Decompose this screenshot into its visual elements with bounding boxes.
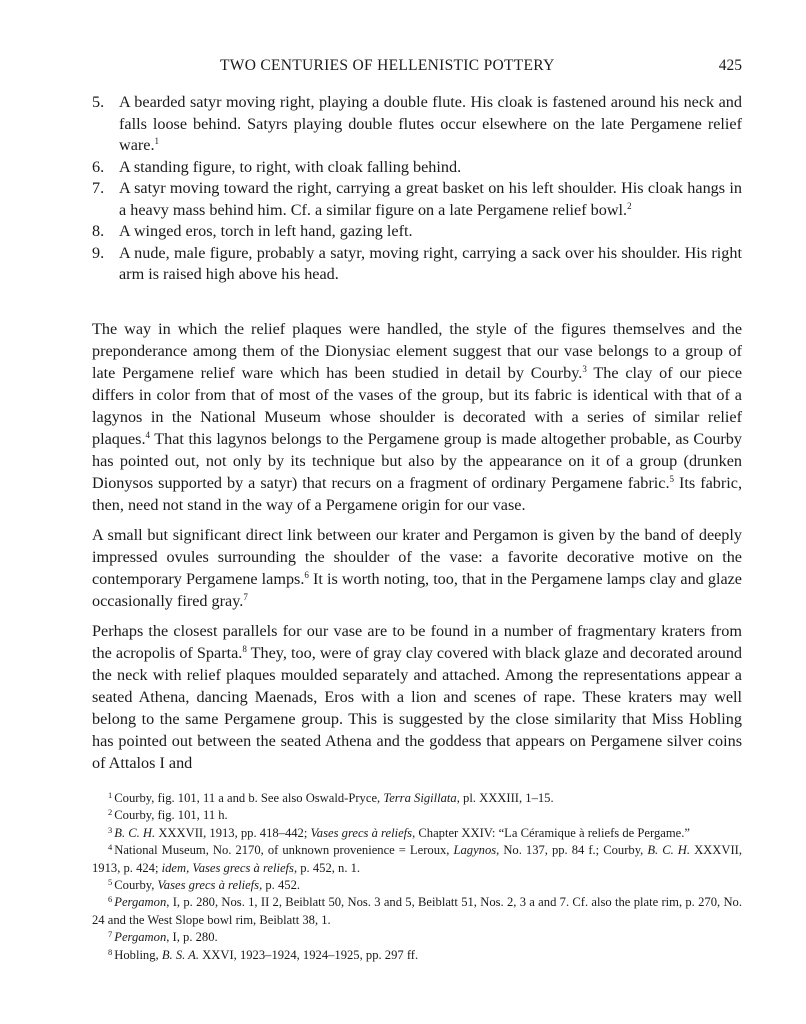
paragraph	[92, 524, 742, 612]
footnote-text: , p. 452.	[259, 878, 301, 893]
paragraph	[92, 318, 742, 516]
list-number: 7.	[92, 179, 105, 197]
footnote-ref: 7	[243, 592, 248, 602]
list-number: 5.	[92, 93, 105, 111]
footnote-text: , I, p. 280.	[166, 930, 218, 945]
footnote-title: Lagynos	[453, 843, 497, 858]
list-text: A bearded satyr moving right, playing a double flute. His cloak is fastened around his neck and falls loose behind. Satyrs playing double flutes occur elsewhere on the late Pergamene relief ware.	[119, 93, 742, 154]
footnote-mark: 2	[108, 807, 113, 818]
footnote-mark: 5	[108, 877, 113, 888]
footnote-text: Hobling,	[114, 947, 162, 962]
footnote-title: B. C. H.	[114, 825, 156, 840]
footnote-text: Courby, fig. 101, 11 a and b. See also Oswald-Pryce,	[114, 791, 384, 805]
footnote-text: , Chapter XXIV: “La Céramique à reliefs de Pergame.”	[412, 825, 690, 840]
numbered-list	[92, 92, 742, 286]
page-number: 425	[718, 57, 742, 74]
footnote-text: XXXVII, 1913, pp. 418–442;	[155, 825, 311, 840]
footnote-title: Pergamon	[114, 930, 167, 945]
footnote	[92, 842, 742, 877]
footnote-mark: 8	[108, 946, 113, 957]
paragraph-text: That this lagynos belongs to the Pergamene group is made altogether probable, as Courby has pointed out, not only by its technique but also by the appearance on it of a group (drunken Dionysos supported by a satyr) that recurs on a fragment of ordinary Pergamene fabric.	[92, 430, 742, 492]
paragraph-text: The way in which the relief plaques were handled, the style of the figures themselves and the preponderance among them of the Dionysiac element suggest that our vase belongs to a group of late Pergamene relief ware which has been studied in detail by Courby.	[92, 320, 742, 382]
footnote-text: , No. 137, pp. 84 f.; Courby,	[496, 843, 648, 858]
footnote-ref: 3	[582, 364, 587, 374]
footnote-title: B. C. H.	[647, 843, 691, 858]
list-number: 8.	[92, 222, 105, 240]
paragraph-text: Its fabric, then, need not stand in the way of a Pergamene origin for our vase.	[92, 474, 742, 514]
footnote-title: B. S. A.	[161, 947, 200, 962]
footnote-text: , I, p. 280, Nos. 1, II 2, Beiblatt 50, Nos. 3 and 5, Beiblatt 51, Nos. 2, 3 a and 7. Cf. also the plate rim, p. 270, No. 24 and the West Slope bowl rim, Beiblatt 38, 1.	[92, 895, 742, 927]
list-text: A satyr moving toward the right, carrying a great basket on his left shoulder. His cloak hangs in a heavy mass behind him. Cf. a similar figure on a late Pergamene relief bowl.	[119, 179, 742, 219]
footnote-text: XXVI, 1923–1924, 1924–1925, pp. 297 ff.	[199, 947, 419, 962]
list-item	[92, 243, 742, 286]
footnotes	[92, 790, 742, 964]
list-item	[92, 221, 742, 243]
footnote-ref: 4	[145, 430, 150, 440]
list-text: A nude, male figure, probably a satyr, moving right, carrying a sack over his shoulder. His right arm is raised high above his head.	[119, 243, 742, 283]
footnote	[92, 825, 742, 842]
footnote-mark: 6	[108, 894, 113, 905]
running-title: TWO CENTURIES OF HELLENISTIC POTTERY	[220, 57, 555, 74]
paragraph	[92, 620, 742, 774]
list-number: 9.	[92, 243, 105, 262]
footnote-mark: 1	[108, 790, 113, 800]
footnote-ref: 5	[669, 474, 675, 484]
list-item	[92, 178, 742, 221]
footnote	[92, 807, 742, 824]
footnote	[92, 929, 742, 946]
paragraph-text: A small but significant direct link between our krater and Pergamon is given by the band of deeply impressed ovules surrounding the shoulder of the vase: a favorite decorative motive on the contemporary Pergamene lamps.	[92, 526, 742, 588]
footnote	[92, 947, 742, 964]
list-item	[92, 92, 742, 157]
footnote-text: , pl. XXXIII, 1–15.	[456, 791, 554, 805]
footnote-text: XXXVII, 1913, p. 424;	[92, 843, 742, 875]
body-text	[92, 318, 742, 782]
footnote-ref: 2	[627, 200, 632, 211]
footnote-ref: 1	[154, 136, 159, 146]
footnote-text: Courby,	[114, 878, 158, 893]
footnote	[92, 894, 742, 929]
footnote-ref: 8	[242, 644, 247, 654]
footnote-text: National Museum, No. 2170, of unknown provenience = Leroux,	[114, 843, 454, 858]
paragraph-text: It is worth noting, too, that in the Pergamene lamps clay and glaze occasionally fired gray.	[92, 570, 742, 610]
footnote-title: Pergamon	[114, 895, 167, 910]
footnote-text: Courby, fig. 101, 11 h.	[114, 808, 228, 823]
footnote-text: , p. 452, n. 1.	[293, 860, 361, 875]
footnote-title: Vases grecs à reliefs	[157, 878, 260, 893]
footnote-title: idem, Vases grecs à reliefs	[161, 860, 294, 875]
list-text: A winged eros, torch in left hand, gazing left.	[119, 222, 413, 240]
footnote-mark: 7	[108, 929, 113, 940]
footnote	[92, 877, 742, 894]
footnote-title: Vases grecs à reliefs	[310, 825, 413, 840]
paragraph-text: The clay of our piece differs in color from that of most of the vases of the group, but its fabric is identical with that of a lagynos in the National Museum whose shoulder is decorated with a series of similar relief plaques.	[92, 364, 743, 448]
footnote-title: Terra Sigillata	[383, 791, 457, 805]
footnote-ref: 6	[304, 570, 309, 580]
footnote-mark: 3	[108, 824, 113, 835]
paragraph-text: Perhaps the closest parallels for our vase are to be found in a number of fragmentary kraters from the acropolis of Sparta.	[92, 622, 742, 662]
list-item	[92, 157, 742, 179]
running-head	[92, 57, 742, 79]
list-text: A standing figure, to right, with cloak falling behind.	[119, 157, 462, 176]
footnote-mark: 4	[108, 842, 113, 853]
paragraph-text: They, too, were of gray clay covered with black glaze and decorated around the neck with relief plaques moulded separately and attached. Among the representations appear a seated Athena, dancing Maenads, Eros with a lion and scenes of rape. These kraters may well belong to the same Pergamene group. This is suggested by the close similarity that Miss Hobling has pointed out between the seated Athena and the goddess that appears on Pergamene silver coins of Attalos I and	[92, 644, 742, 772]
footnote	[92, 790, 742, 807]
list-number: 6.	[92, 157, 105, 176]
